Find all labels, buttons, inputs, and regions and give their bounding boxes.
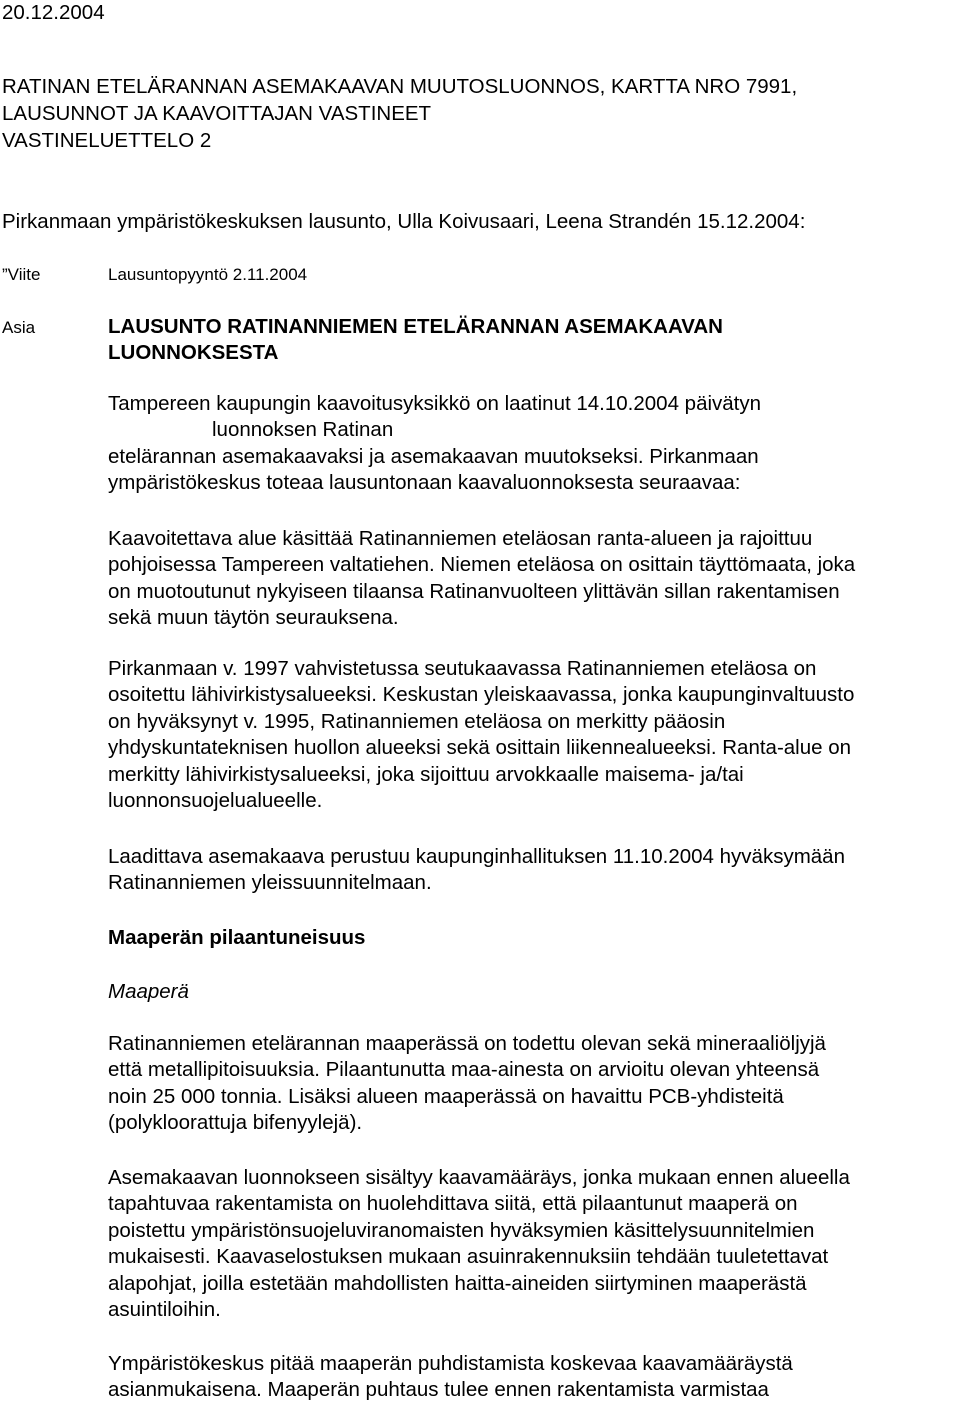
subsection-heading: Maaperä [108,980,189,1003]
paragraph-area [108,526,958,632]
document-title-line-2: LAUSUNNOT JA KAAVOITTAJAN VASTINEET [2,102,432,125]
paragraph-line: Ympäristökeskus pitää maaperän puhdistamista koskevaa kaavamääräystä [108,1352,793,1375]
paragraph-soil [108,1031,958,1137]
paragraph-line: mukaisesti. Kaavaselostuksen mukaan asuinrakennuksiin tehdään tuuletettavat [108,1245,829,1269]
paragraph-line: on hyväksynyt v. 1995, Ratinanniemen eteläosa on merkitty pääosin [108,709,726,733]
reference-label: ”Viite [2,265,41,284]
document-title-line-1: RATINAN ETELÄRANNAN ASEMAKAAVAN MUUTOSLUONNOS, KARTTA NRO 7991, [2,75,798,98]
paragraph-line: on muotoutunut nykyiseen tilaansa Ratinanvuolteen ylittävän sillan rakentamisen [108,579,840,603]
paragraph-line: että metallipitoisuuksia. Pilaantunutta maa-ainesta on arvioitu olevan yhteensä [108,1058,820,1082]
paragraph-line: luonnoksen Ratinan [212,418,394,442]
paragraph-line: pohjoisessa Tampereen valtatiehen. Niemen eteläosa on osittain täyttömaata, joka [108,553,856,577]
paragraph-line: asianmukaisena. Maaperän puhtaus tulee ennen rakentamista varmistaa [108,1378,769,1402]
paragraph-line: Tampereen kaupungin kaavoitusyksikkö on laatinut 14.10.2004 päivätyn [108,392,762,415]
reference-value: Lausuntopyyntö 2.11.2004 [108,265,308,284]
paragraph-line: Asemakaavan luonnokseen sisältyy kaavamääräys, jonka mukaan ennen alueella [108,1166,850,1189]
document-title-line-3: VASTINELUETTELO 2 [2,129,212,152]
paragraph-line: merkitty lähivirkistysalueeksi, joka sijoittuu arvokkaalle maisema- ja/tai [108,762,744,786]
paragraph-line: Laadittava asemakaava perustuu kaupunginhallituksen 11.10.2004 hyväksymään [108,845,845,868]
paragraph-line: osoitettu lähivirkistysalueeksi. Keskustan yleiskaavassa, jonka kaupunginvaltuusto [108,683,855,707]
section-heading: Maaperän pilaantuneisuus [108,926,366,949]
paragraph-line: (polykloorattuja bifenyylejä). [108,1111,363,1135]
paragraph-basis [108,844,958,897]
paragraph-line: etelärannan asemakaavaksi ja asemakaavan muutokseksi. Pirkanmaan [108,444,759,468]
paragraph-line: luonnonsuojelualueelle. [108,789,323,813]
paragraph-line: Ratinanniemen yleissuunnitelmaan. [108,871,432,895]
subject-label: Asia [2,318,36,337]
paragraph-line: asuintiloihin. [108,1298,221,1322]
subject-line-2: LUONNOKSESTA [108,341,279,364]
paragraph-line: sekä muun täytön seurauksena. [108,606,399,630]
paragraph-line: ympäristökeskus toteaa lausuntonaan kaavaluonnoksesta seuraavaa: [108,471,741,495]
subject-line-1: LAUSUNTO RATINANNIEMEN ETELÄRANNAN ASEMAKAAVAN [108,315,723,338]
paragraph-plans [108,656,958,814]
paragraph-line: poistettu ympäristönsuojeluviranomaisten hyväksymien käsittelysuunnitelmien [108,1218,815,1242]
document-date: 20.12.2004 [2,1,105,24]
paragraph-conclusion [108,1351,958,1404]
paragraph-line: Pirkanmaan v. 1997 vahvistetussa seutukaavassa Ratinanniemen eteläosa on [108,657,817,680]
paragraph-line: Kaavoitettava alue käsittää Ratinanniemen eteläosan ranta-alueen ja rajoittuu [108,527,813,550]
paragraph-line: noin 25 000 tonnia. Lisäksi alueen maaperässä on havaittu PCB-yhdisteitä [108,1084,784,1108]
paragraph-line: alapohjat, joilla estetään mahdollisten haitta-aineiden siirtyminen maaperästä [108,1271,807,1295]
paragraph-regulation [108,1165,958,1323]
paragraph-line: Ratinanniemen etelärannan maaperässä on todettu olevan sekä mineraaliöljyjä [108,1032,826,1055]
paragraph-intro [108,391,958,497]
paragraph-line: yhdyskuntateknisen huollon alueeksi sekä osittain liikennealueeksi. Ranta-alue on [108,736,852,760]
paragraph-line: tapahtuvaa rakentamista on huolehdittava siitä, että pilaantunut maaperä on [108,1192,798,1216]
statement-heading: Pirkanmaan ympäristökeskuksen lausunto, Ulla Koivusaari, Leena Strandén 15.12.2004: [2,210,806,233]
